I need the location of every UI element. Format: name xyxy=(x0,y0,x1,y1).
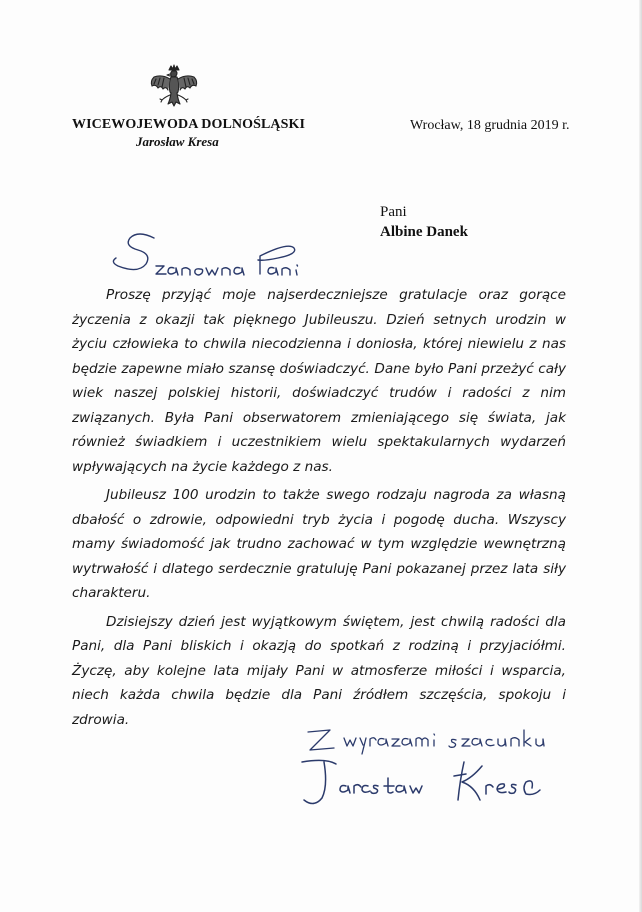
place-date: Wrocław, 18 grudnia 2019 r. xyxy=(410,118,570,133)
handwritten-closing xyxy=(300,722,570,758)
recipient-title: Pani xyxy=(380,204,407,220)
letter-body xyxy=(72,283,566,736)
body-paragraph-1: Proszę przyjąć moje najserdeczniejsze gratulacje oraz gorące życzenia z okazji tak pięknego Jubileuszu. Dzień setnych urodzin w życiu człowieka to chwila niecodzienna i doniosła, której niewielu z nas będzie zapewne miało szansę doświadczyć. Dane było Pani przeżyć cały wiek naszej polskiej historii, doświadczyć trudów i radości z nim związanych. Była Pani obserwatorem zmieniającego się świata, jak również świadkiem i uczestnikiem wielu spektakularnych wydarzeń wpływających na życie każdego z nas. xyxy=(72,287,566,475)
body-paragraph-2: Jubileusz 100 urodzin to także swego rodzaju nagroda za własną dbałość o zdrowie, odpowiedni tryb życia i pogodę ducha. Wszyscy mamy świadomość jak trudno zachować w tym względzie wewnętrzną wytrwałość i dlatego serdecznie gratuluję Pani pokazanej przez lata siły charakteru. xyxy=(72,487,566,601)
body-paragraph-3: Dzisiejszy dzień jest wyjątkowym świętem, jest chwilą radości dla Pani, dla Pani bliskich i okazją do spotkań z rodziną i przyjaciółmi. Życzę, aby kolejne lata mijały Pani w atmosferze miłości i wsparcia, niech każda chwila będzie dla Pani źródłem szczęścia, spokoju i zdrowia. xyxy=(72,613,566,728)
official-title: WICEWOJEWODA DOLNOŚLĄSKI xyxy=(72,117,306,132)
handwritten-salutation xyxy=(108,228,318,284)
polish-white-eagle-emblem-icon xyxy=(144,64,204,114)
handwritten-signature xyxy=(296,756,546,814)
recipient-name: Albine Danek xyxy=(380,224,468,240)
official-name: Jarosław Kresa xyxy=(136,134,219,149)
